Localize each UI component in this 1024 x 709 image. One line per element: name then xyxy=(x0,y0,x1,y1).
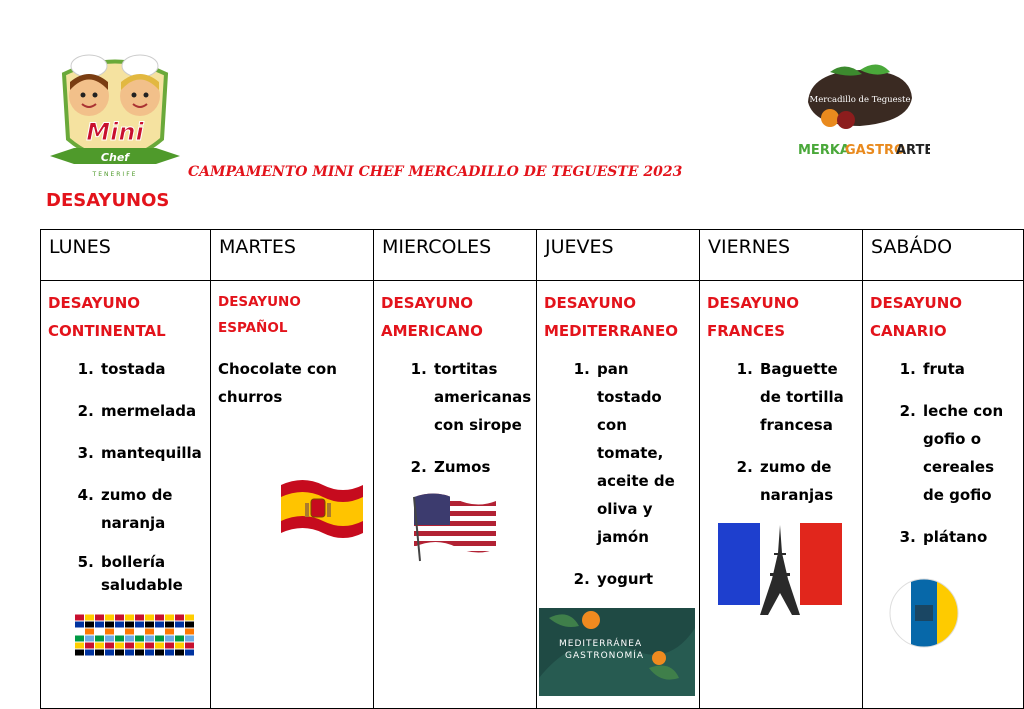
day-header-saturday: SABÁDO xyxy=(863,230,1024,281)
list-item: 3. mantequilla xyxy=(99,439,206,467)
day-cell-saturday xyxy=(863,281,1024,709)
day-header-wednesday: MIERCOLES xyxy=(374,230,537,281)
section-title: DESAYUNOS xyxy=(46,190,170,211)
day-cell-thursday xyxy=(537,281,700,709)
usa-flag-image xyxy=(410,491,500,567)
list-item: 2. Zumos xyxy=(432,453,532,481)
meal-title: DESAYUNO AMERICANO xyxy=(381,294,483,340)
meal-title: DESAYUNO CANARIO xyxy=(870,294,963,340)
meal-title: DESAYUNO ESPAÑOL xyxy=(218,294,301,336)
day-header-monday: LUNES xyxy=(41,230,211,281)
book-title-line-2: GASTRONOMÍA xyxy=(565,651,645,661)
list-item: 4. zumo de naranja xyxy=(99,481,206,537)
menu-list xyxy=(863,355,1023,551)
menu-list xyxy=(41,355,210,597)
day-cell-wednesday xyxy=(374,281,537,709)
list-item: 2. zumo de naranjas xyxy=(758,453,858,509)
meal-title: DESAYUNO CONTINENTAL xyxy=(48,294,166,340)
menu-list xyxy=(537,355,699,593)
logo-bottom-text: TENERIFE xyxy=(92,171,138,178)
list-item: 1. tostada xyxy=(99,355,206,383)
list-item: 2. leche con gofio o cereales de gofio xyxy=(921,397,1019,509)
day-header-tuesday: MARTES xyxy=(211,230,374,281)
list-item: 2. mermelada xyxy=(99,397,206,425)
brand-arte: ARTE xyxy=(896,143,930,158)
list-item: 1. pan tostado con tomate, aceite de oliva y jamón xyxy=(595,355,695,551)
menu-text: Chocolate con churros xyxy=(218,360,337,406)
world-flags-image xyxy=(74,614,196,660)
spain-flag-image xyxy=(277,475,367,551)
canary-flag-image xyxy=(883,577,965,653)
logo-right-text: Mercadillo de Tegueste xyxy=(809,95,911,105)
day-cell-monday xyxy=(41,281,211,709)
list-item: 5. bollería saludable xyxy=(99,551,206,597)
menu-list xyxy=(700,355,862,509)
list-item: 1. tortitas americanas con sirope xyxy=(432,355,532,439)
mini-chef-logo xyxy=(44,44,186,184)
meal-title: DESAYUNO MEDITERRANEO xyxy=(544,294,678,340)
list-item: 1. fruta xyxy=(921,355,1019,383)
day-cell-tuesday xyxy=(211,281,374,709)
france-flag-image xyxy=(718,523,842,619)
page-title: CAMPAMENTO MINI CHEF MERCADILLO DE TEGUESTE 2023 xyxy=(188,164,683,180)
merkagastroarte-logo xyxy=(790,62,930,166)
book-title-line-1: MEDITERRÁNEA xyxy=(559,639,643,649)
day-header-friday: VIERNES xyxy=(700,230,863,281)
day-header-thursday: JUEVES xyxy=(537,230,700,281)
mediterranean-book-image xyxy=(539,608,695,700)
brand-gastro: GASTRO xyxy=(845,143,906,158)
day-cell-friday xyxy=(700,281,863,709)
list-item: 3. plátano xyxy=(921,523,1019,551)
logo-text: Mini xyxy=(86,118,144,146)
meal-title: DESAYUNO FRANCES xyxy=(707,294,800,340)
list-item: 1. Baguette de tortilla francesa xyxy=(758,355,858,439)
breakfast-table xyxy=(40,229,1024,709)
logo-subtext: Chef xyxy=(100,151,130,164)
menu-list xyxy=(374,355,536,481)
brand-merka: MERKA xyxy=(798,143,850,158)
list-item: 2. yogurt xyxy=(595,565,695,593)
